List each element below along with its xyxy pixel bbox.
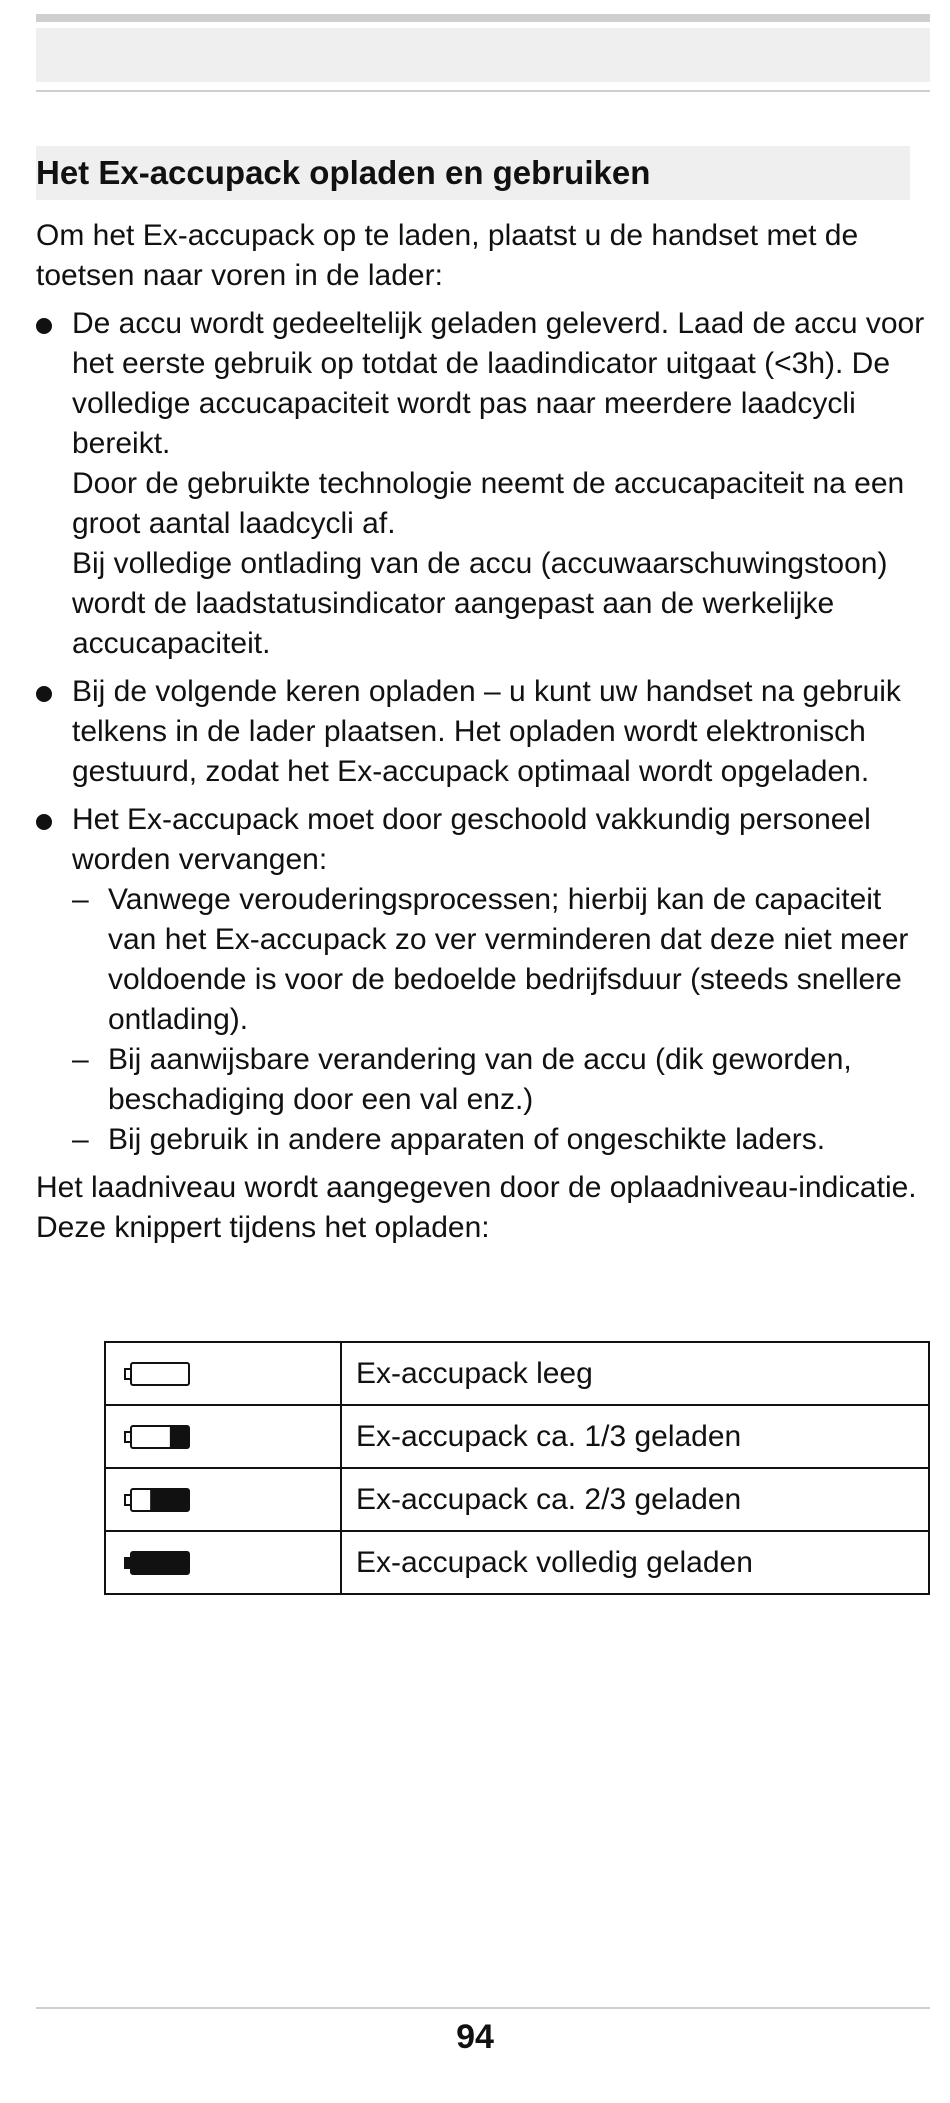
battery-two-thirds-icon [124,1486,192,1514]
section-body [36,216,936,1248]
battery-level-label: Ex-accupack volledig geladen [341,1531,929,1594]
bullet-paragraph: Door de gebruikte technologie neemt de accucapaciteit na een groot aantal laadcycli af. [72,467,905,540]
battery-one-third-icon [124,1423,192,1451]
sub-item-text: Bij aanwijsbare verandering van de accu (dik geworden, beschadiging door een val enz.) [108,1043,852,1116]
page-number: 94 [456,2018,494,2056]
table-row [105,1405,929,1468]
bullet-paragraph: Bij volledige ontlading van de accu (accuwaarschuwingstoon) wordt de laadstatusindicator aangepast aan de werkelijke accucapaciteit. [72,547,888,660]
battery-full-icon [124,1549,192,1577]
table-row [105,1342,929,1405]
sub-item [72,1120,936,1160]
intro-paragraph: Om het Ex-accupack op te laden, plaatst u de handset met de toetsen naar voren in de lader: [36,219,859,292]
battery-level-label: Ex-accupack ca. 1/3 geladen [341,1405,929,1468]
battery-icon-cell [105,1342,341,1405]
battery-icon-cell [105,1531,341,1594]
bullet-dot [36,318,52,334]
table-row [105,1468,929,1531]
battery-icon-cell [105,1405,341,1468]
table-row [105,1531,929,1594]
dash-marker: – [72,883,89,916]
bullet-item-first-charge [36,304,936,664]
bullet-item-subsequent-charging [36,672,936,792]
sub-item [72,880,936,1040]
battery-level-label: Ex-accupack ca. 2/3 geladen [341,1468,929,1531]
sub-item-text: Vanwege verouderingsprocessen; hierbij kan de capaciteit van het Ex-accupack zo ver verminderen dat deze niet meer voldoende is voor de bedoelde bedrijfsduur (steeds snellere ontlading). [108,883,909,1036]
footer-rule [36,2007,930,2009]
outro-paragraph: Het laadniveau wordt aangegeven door de oplaadniveau-indicatie. Deze knippert tijdens het opladen: [36,1171,917,1244]
battery-icon-cell [105,1468,341,1531]
dash-marker: – [72,1043,89,1076]
dash-marker: – [72,1123,89,1156]
battery-empty-icon [124,1360,192,1388]
bullet-dot [36,686,52,702]
bullet-paragraph: Bij de volgende keren opladen – u kunt uw handset na gebruik telkens in de lader plaatsen. Het opladen wordt elektronisch gestuurd, zodat het Ex-accupack optimaal wordt opgeladen. [72,675,901,788]
header-band [36,28,930,82]
header-rule-top [36,14,930,22]
bullet-paragraph: Het Ex-accupack moet door geschoold vakkundig personeel worden vervangen: [72,803,871,876]
sub-item [72,1040,936,1120]
bullet-paragraph: De accu wordt gedeeltelijk geladen geleverd. Laad de accu voor het eerste gebruik op totdat de laadindicator uitgaat (<3h). De volledige accucapaciteit wordt pas naar meerdere laadcycli bereikt. [72,307,925,460]
battery-level-table [104,1341,930,1595]
bullet-dot [36,814,52,830]
header-rule-bottom [36,90,930,92]
bullet-item-replacement [36,800,936,1160]
section-title: Het Ex-accupack opladen en gebruiken [36,154,651,191]
sub-item-text: Bij gebruik in andere apparaten of ongeschikte laders. [108,1123,826,1156]
battery-level-label: Ex-accupack leeg [341,1342,929,1405]
